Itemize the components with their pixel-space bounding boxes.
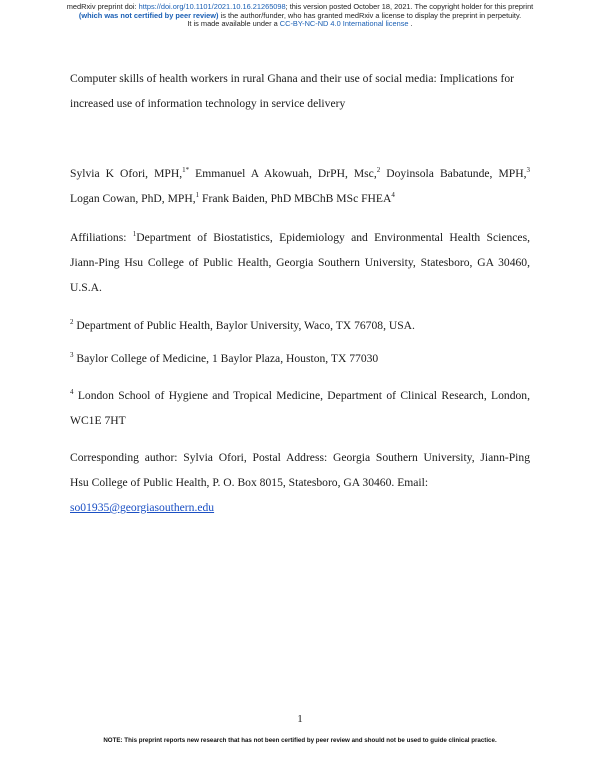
header-available-text: It is made available under a [187,19,280,29]
license-link[interactable]: CC-BY-NC-ND 4.0 International license [279,19,409,29]
author-doyinsola-babatunde: Doyinsola Babatunde, MPH, [380,167,527,180]
affiliation-1 [70,225,530,300]
header-version-text: ; this version posted October 18, 2021. The copyright holder for this preprint [285,2,534,11]
affiliation-3 [70,346,530,371]
email-link[interactable]: so01935@georgiasouthern.edu [70,501,215,514]
affiliations-label: Affiliations: [70,231,133,244]
header-license-text: is the author/funder, who has granted medRxiv a license to display the preprint in perpetuity. [218,10,522,20]
corresponding-line-1: Corresponding author: Sylvia Ofori, Postal Address: Georgia Southern University, Jiann-Ping [70,451,530,464]
affiliation-4-sup: 4 [70,388,74,397]
affiliation-1-line-3: U.S.A. [70,281,102,294]
doi-link[interactable]: https://doi.org/10.1101/2021.10.16.21265098 [138,2,286,11]
title-line-2: increased use of information technology in service delivery [70,97,346,110]
affiliation-4 [70,383,530,433]
affiliation-3-sup: 3 [70,351,74,360]
affiliation-4-text: London School of Hygiene and Tropical Medicine, Department of Clinical Research, London, [73,389,530,402]
author-1-sup: 1* [182,166,190,175]
affiliation-4-line-2: WC1E 7HT [70,414,126,427]
author-5-sup: 4 [391,191,395,200]
author-list [70,161,530,211]
author-logan-cowan: Logan Cowan, PhD, MPH, [70,192,196,205]
author-frank-baiden: Frank Baiden, PhD MBChB MSc FHEA [199,192,392,205]
author-sylvia-ofori: Sylvia K Ofori, MPH, [70,167,183,180]
affiliation-1-sup: 1 [132,230,137,239]
author-2-sup: 2 [376,166,381,175]
preprint-footer-note: NOTE: This preprint reports new research that has not been certified by peer review and should not be used to guide clinical practice. [103,737,497,744]
preprint-header [0,3,600,29]
corresponding-author [70,445,530,520]
page-number: 1 [297,713,303,725]
author-4-sup: 1 [195,191,200,200]
author-emmanuel-akowuah: Emmanuel A Akowuah, DrPH, Msc, [189,167,377,180]
header-period: . [408,19,413,29]
affiliation-3-text: Baylor College of Medicine, 1 Baylor Plaza, Houston, TX 77030 [73,352,379,365]
title-line-1: Computer skills of health workers in rural Ghana and their use of social media: Implications for [70,72,514,85]
affiliation-1-line-2: Jiann-Ping Hsu College of Public Health, Georgia Southern University, Statesboro, GA 30460, [70,256,530,269]
affiliation-2-text: Department of Public Health, Baylor University, Waco, TX 76708, USA. [73,319,415,332]
authors-line-1 [70,161,530,186]
authors-line-2 [70,186,530,211]
affiliation-2-sup: 2 [70,318,74,327]
affiliation-2 [70,313,530,338]
header-line-3 [0,20,600,29]
paper-title [70,66,530,116]
affiliation-1-text: Department of Biostatistics, Epidemiology and Environmental Health Sciences, [136,231,530,244]
header-doi-prefix: medRxiv preprint doi: [66,2,139,11]
affiliation-1-line-1 [70,225,530,250]
author-3-sup: 3 [526,166,530,175]
peer-review-note: (which was not certified by peer review) [78,10,219,20]
corresponding-line-2: Hsu College of Public Health, P. O. Box 8015, Statesboro, GA 30460. Email: [70,476,429,489]
